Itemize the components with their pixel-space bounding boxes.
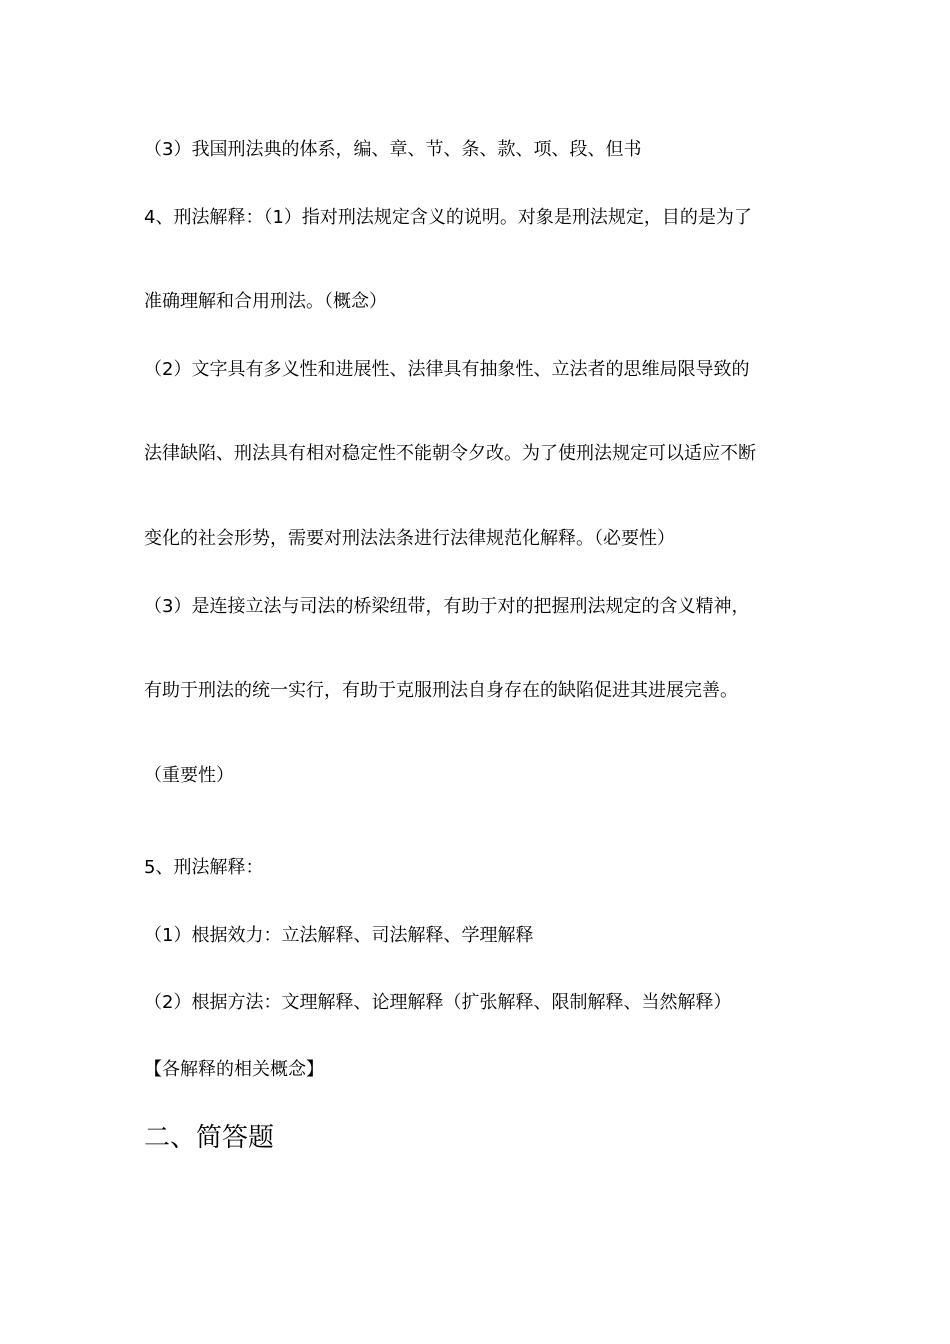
text-line-related-concepts: 【各解释的相关概念】 [144,1059,324,1080]
text-line-by-effect: （1）根据效力：立法解释、司法解释、学理解释 [144,925,534,946]
text-line-importance-1: （3）是连接立法与司法的桥梁纽带，有助于对的把握刑法规定的含义精神， [144,596,750,617]
text-line-importance-2: 有助于刑法的统一实行，有助于克服刑法自身存在的缺陷促进其进展完善。 [144,680,738,701]
text-line-interpretation-concept-2: 准确理解和合用刑法。（概念） [144,291,387,312]
text-line-interpretation-concept-1: 4、刑法解释：（1）指对刑法规定含义的说明。对象是刑法规定，目的是为了 [144,207,752,228]
text-line-necessity-2: 法律缺陷、刑法具有相对稳定性不能朝令夕改。为了使刑法规定可以适应不断 [144,443,756,464]
text-line-by-method: （2）根据方法：文理解释、论理解释（扩张解释、限制解释、当然解释） [144,992,732,1013]
section-heading-short-answer: 二、简答题 [144,1123,275,1153]
text-line-necessity-3: 变化的社会形势，需要对刑法法条进行法律规范化解释。（必要性） [144,528,675,549]
text-line-criminal-code-system: （3）我国刑法典的体系，编、章、节、条、款、项、段、但书 [144,139,642,160]
text-line-interpretation-types-title: 5、刑法解释： [144,857,264,878]
text-line-necessity-1: （2）文字具有多义性和进展性、法律具有抽象性、立法者的思维局限导致的 [144,359,750,380]
text-line-importance-3: （重要性） [144,765,234,786]
